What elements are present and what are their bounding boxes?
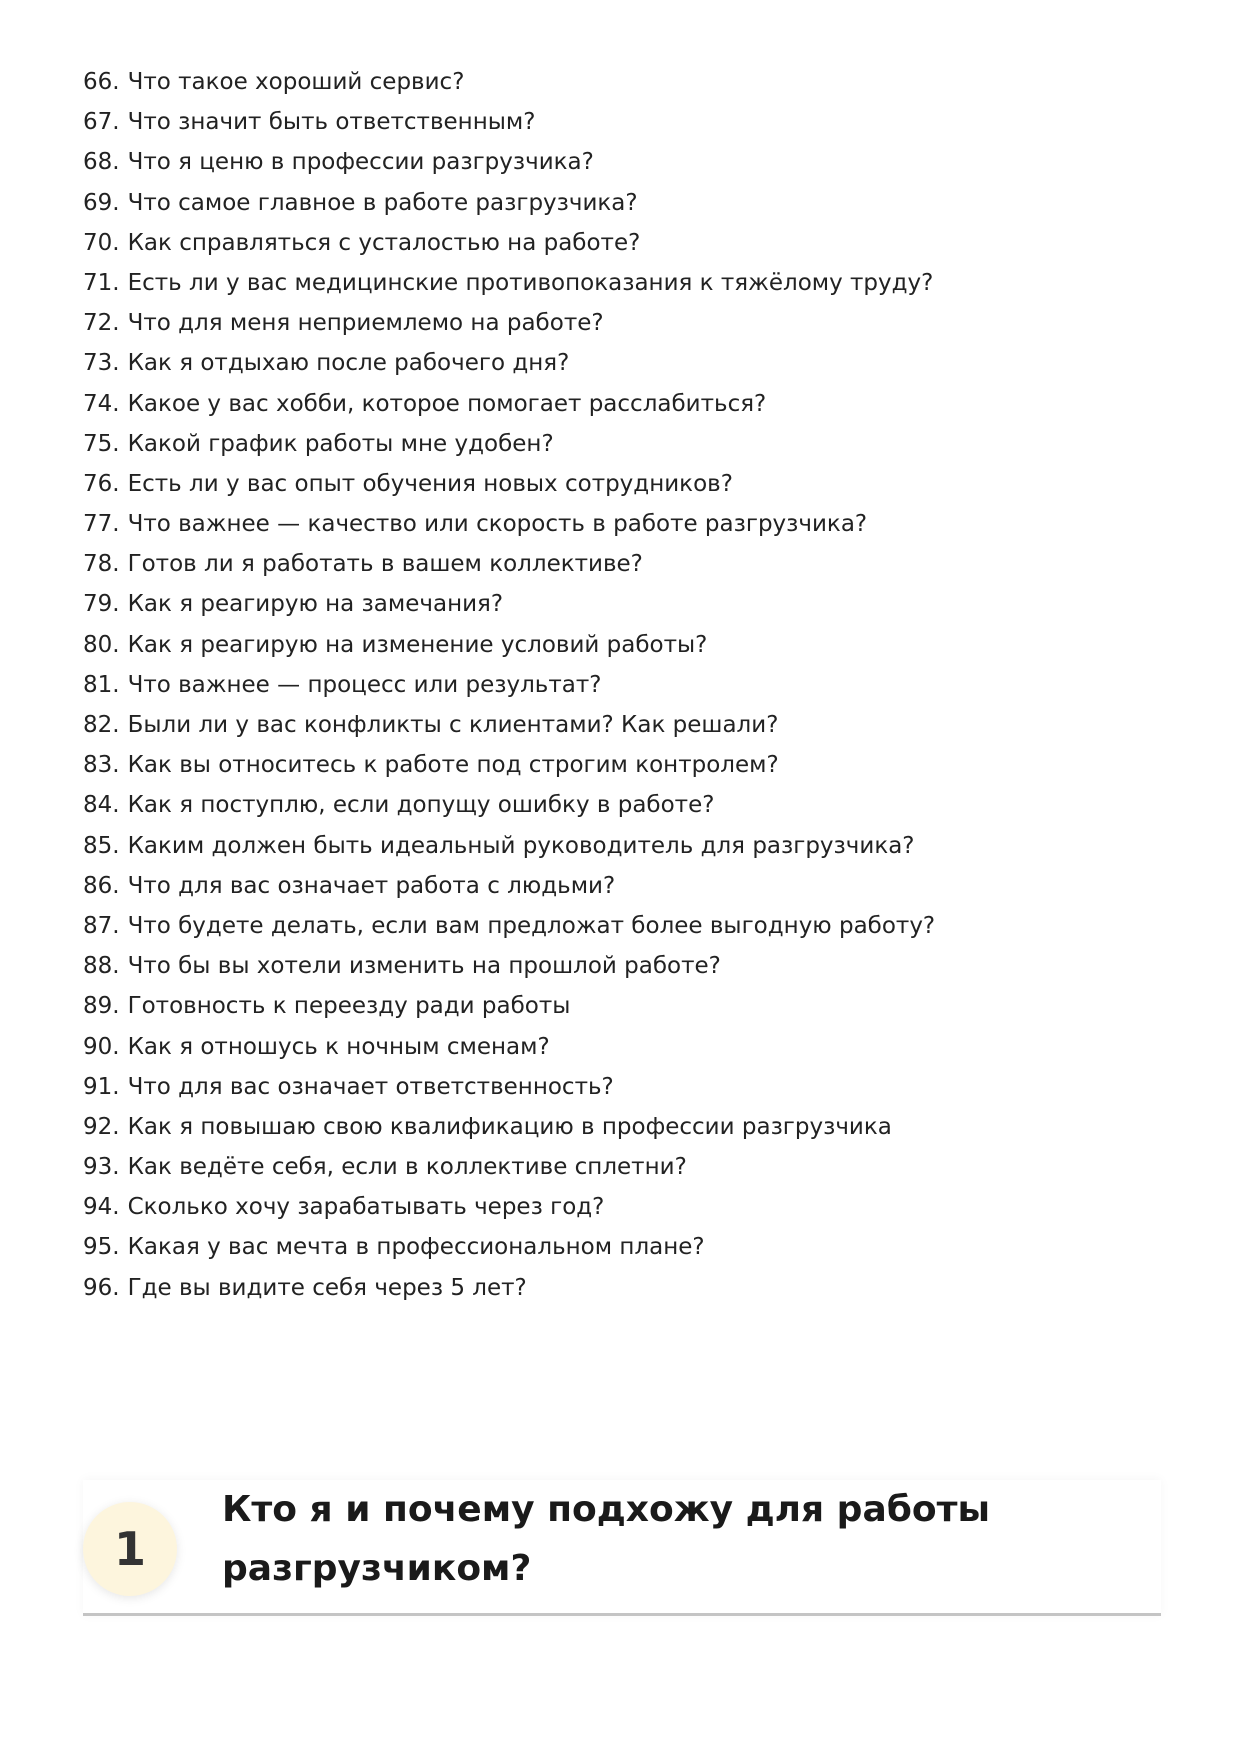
list-item — [83, 826, 1163, 866]
question-number: 66. — [83, 69, 120, 95]
question-text: Готов ли я работать в вашем коллективе? — [127, 551, 643, 578]
list-item — [83, 343, 1163, 383]
question-number: 86. — [83, 872, 120, 899]
question-number: 81. — [83, 671, 120, 698]
list-item — [83, 384, 1163, 424]
question-text: Что я ценю в профессии разгрузчика? — [127, 149, 594, 176]
question-text: Где вы видите себя через 5 лет? — [127, 1274, 527, 1301]
question-number: 73. — [83, 350, 120, 377]
list-item — [83, 946, 1163, 986]
list-item — [83, 424, 1163, 464]
question-number: 91. — [83, 1073, 120, 1100]
question-text: Как справляться с усталостью на работе? — [127, 229, 641, 256]
question-text: Как вы относитесь к работе под строгим контролем? — [127, 752, 779, 779]
list-item — [83, 1227, 1163, 1267]
question-number: 88. — [83, 953, 120, 980]
question-text: Сколько хочу зарабатывать через год? — [127, 1194, 605, 1221]
question-text: Есть ли у вас медицинские противопоказания к тяжёлому труду? — [127, 269, 934, 296]
question-number: 77. — [83, 511, 120, 538]
list-item — [83, 263, 1163, 303]
question-text: Что для вас означает работа с людьми? — [127, 872, 616, 899]
question-number: 67. — [83, 109, 120, 136]
question-number: 71. — [83, 269, 120, 296]
question-text: Какой график работы мне удобен? — [127, 430, 554, 457]
list-item — [83, 986, 1163, 1026]
question-text: Что для меня неприемлемо на работе? — [127, 310, 604, 337]
list-item — [83, 665, 1163, 705]
question-number: 69. — [83, 189, 120, 216]
list-item — [83, 1147, 1163, 1187]
section-number-badge: 1 — [83, 1502, 177, 1596]
list-item — [83, 1187, 1163, 1227]
question-text: Что важнее — процесс или результат? — [127, 671, 602, 698]
list-item — [83, 1067, 1163, 1107]
section-heading-card — [83, 1480, 1161, 1616]
question-text: Что самое главное в работе разгрузчика? — [127, 189, 638, 216]
question-text: Что такое хороший сервис? — [127, 69, 465, 95]
question-number: 96. — [83, 1274, 120, 1301]
question-number: 92. — [83, 1113, 120, 1140]
question-number: 89. — [83, 993, 120, 1020]
question-number: 95. — [83, 1234, 120, 1261]
list-item — [83, 705, 1163, 745]
question-text: Что для вас означает ответственность? — [127, 1073, 614, 1100]
list-item — [83, 303, 1163, 343]
question-text: Как я реагирую на изменение условий работы? — [127, 631, 708, 658]
question-text: Как я отдыхаю после рабочего дня? — [127, 350, 570, 377]
list-item — [83, 866, 1163, 906]
question-number: 79. — [83, 591, 120, 618]
list-item — [83, 464, 1163, 504]
list-item — [83, 1027, 1163, 1067]
list-item — [83, 102, 1163, 142]
list-item — [83, 584, 1163, 624]
question-text: Что будете делать, если вам предложат более выгодную работу? — [127, 912, 936, 939]
list-item — [83, 906, 1163, 946]
question-text: Как ведёте себя, если в коллективе сплетни? — [127, 1154, 687, 1181]
question-number: 90. — [83, 1033, 120, 1060]
list-item — [83, 142, 1163, 182]
question-number: 72. — [83, 310, 120, 337]
question-number: 76. — [83, 470, 120, 497]
question-number: 83. — [83, 752, 120, 779]
list-item — [83, 1268, 1163, 1308]
list-item — [83, 1107, 1163, 1147]
question-text: Готовность к переезду ради работы — [127, 993, 571, 1020]
list-item — [83, 745, 1163, 785]
question-number: 74. — [83, 390, 120, 417]
question-text: Есть ли у вас опыт обучения новых сотрудников? — [127, 470, 733, 497]
list-item — [83, 504, 1163, 544]
list-item — [83, 625, 1163, 665]
question-number: 82. — [83, 712, 120, 738]
question-number: 78. — [83, 551, 120, 578]
question-number: 80. — [83, 631, 120, 658]
question-number: 84. — [83, 792, 120, 819]
list-item — [83, 785, 1163, 825]
question-text: Как я отношусь к ночным сменам? — [127, 1033, 550, 1060]
question-text: Как я поступлю, если допущу ошибку в работе? — [127, 792, 715, 819]
question-text: Какое у вас хобби, которое помогает расслабиться? — [127, 390, 767, 417]
list-item — [83, 223, 1163, 263]
question-number: 75. — [83, 430, 120, 457]
question-text: Какая у вас мечта в профессиональном плане? — [127, 1234, 705, 1261]
question-text: Были ли у вас конфликты с клиентами? Как решали? — [127, 712, 779, 738]
question-list — [83, 62, 1163, 1308]
list-item — [83, 544, 1163, 584]
question-number: 85. — [83, 832, 120, 859]
question-text: Как я реагирую на замечания? — [127, 591, 504, 618]
question-number: 68. — [83, 149, 120, 176]
question-number: 93. — [83, 1154, 120, 1181]
question-text: Что значит быть ответственным? — [127, 109, 536, 136]
question-number: 94. — [83, 1194, 120, 1221]
list-item — [83, 62, 1163, 102]
section-title — [222, 1480, 1082, 1598]
section-title-line-2: разгрузчиком? — [222, 1548, 532, 1589]
section-title-line-1: Кто я и почему подхожу для работы — [222, 1489, 991, 1530]
question-text: Что бы вы хотели изменить на прошлой работе? — [127, 953, 721, 980]
question-number: 70. — [83, 229, 120, 256]
question-number: 87. — [83, 912, 120, 939]
question-text: Как я повышаю свою квалификацию в профессии разгрузчика — [127, 1113, 892, 1140]
list-item — [83, 183, 1163, 223]
question-text: Каким должен быть идеальный руководитель для разгрузчика? — [127, 832, 915, 859]
question-text: Что важнее — качество или скорость в работе разгрузчика? — [127, 511, 868, 538]
